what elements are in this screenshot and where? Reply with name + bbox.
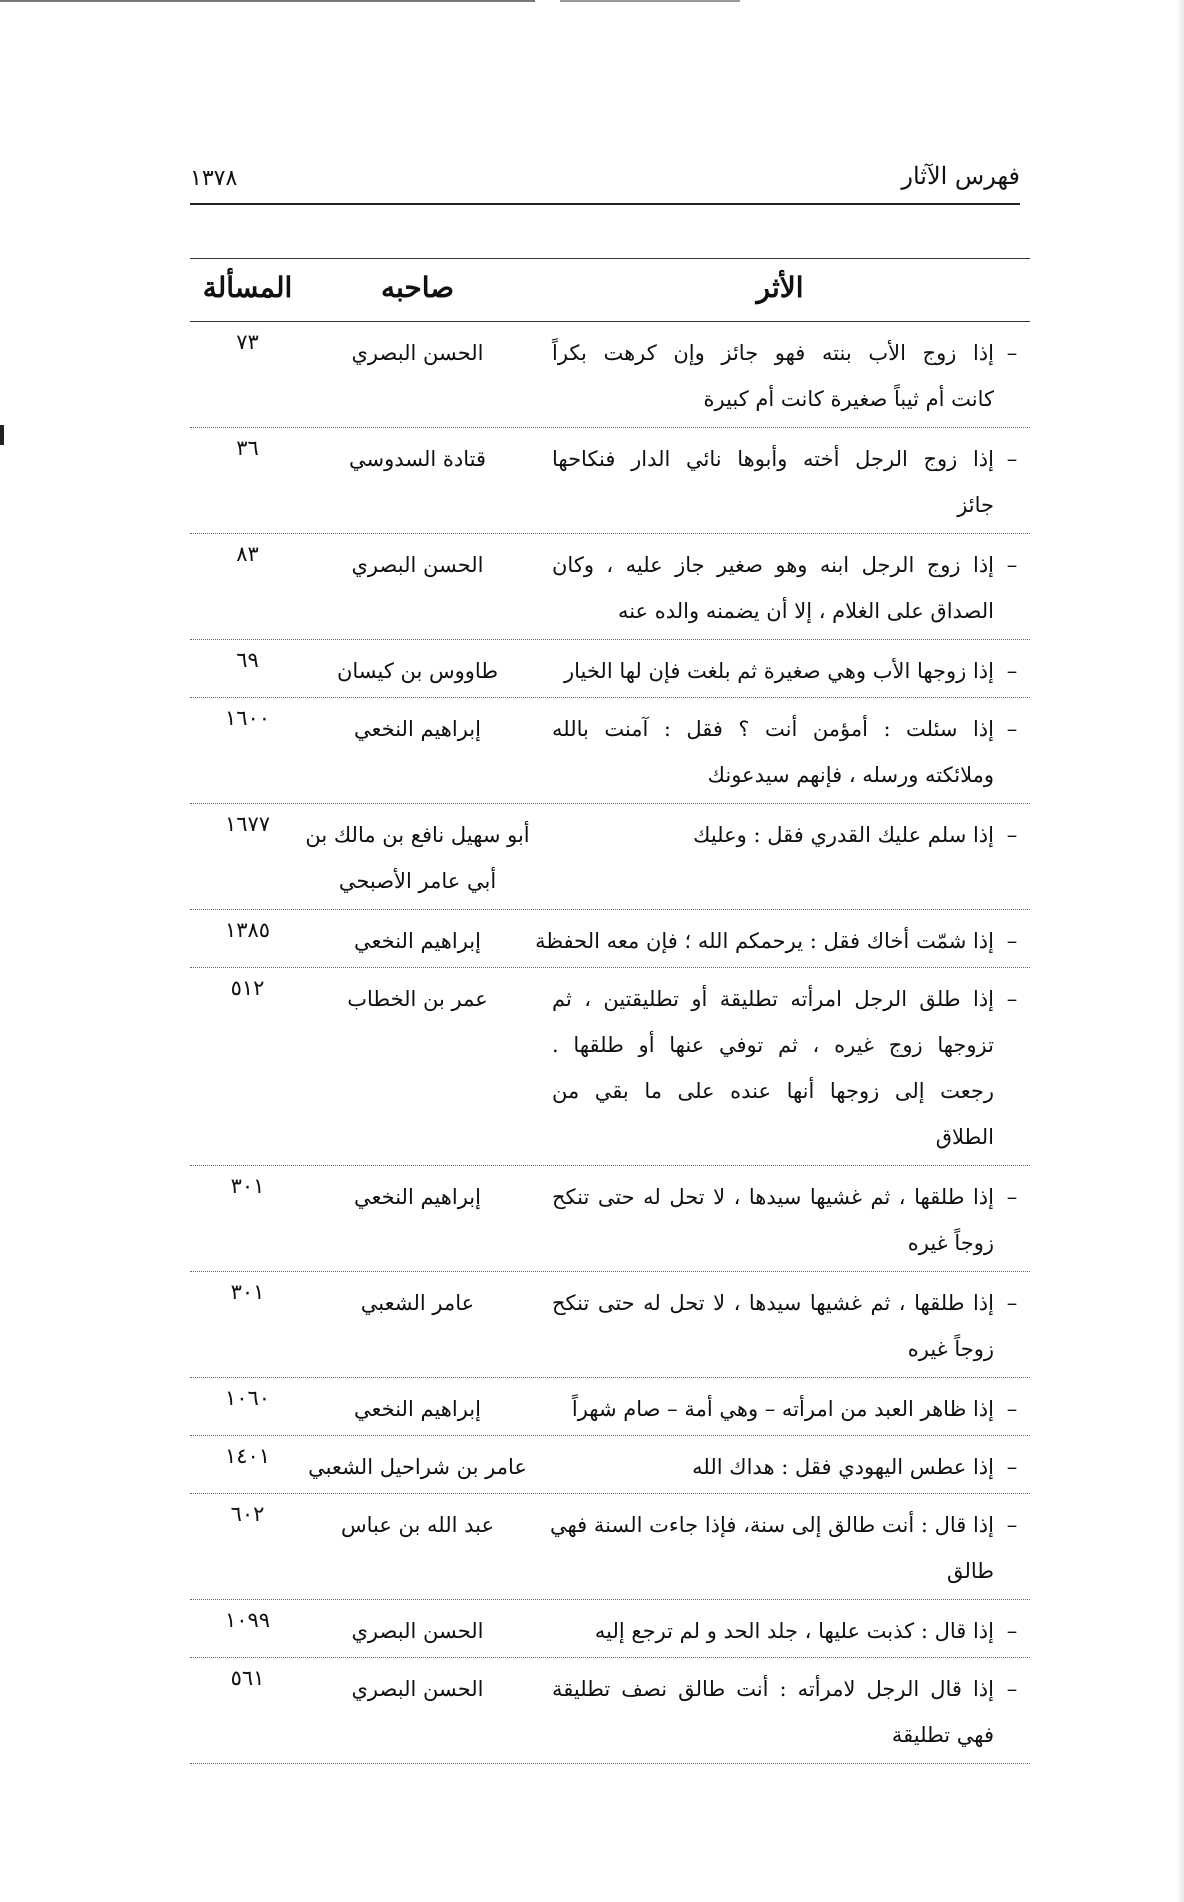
athar-text: إذا ظاهر العبد من امرأته – وهي أمة – صام شهراً: [571, 1397, 994, 1421]
athar-text: جائز: [957, 493, 994, 517]
list-dash: –: [1006, 1291, 1018, 1315]
list-dash: –: [1006, 447, 1018, 471]
table-row: [190, 1378, 1030, 1436]
athar-text: الصداق على الغلام ، إلا أن يضمنه والده عنه: [617, 599, 994, 623]
athar-text-line: [530, 330, 1030, 376]
list-dash: [994, 1220, 1030, 1266]
owner-cell: أبو سهيل نافع بن مالك بن أبي عامر الأصبحي: [305, 823, 530, 893]
athar-text: إذا طلق الرجل امرأته تطليقة أو تطليقتين ، ثم: [552, 987, 994, 1011]
owner-cell: الحسن البصري: [351, 553, 484, 577]
athar-text: إذا شمّت أخاك فقل : يرحمكم الله ؛ فإن معه الحفظة: [535, 929, 994, 953]
table-row: [190, 910, 1030, 968]
list-dash: [994, 752, 1030, 798]
athar-text-line: [530, 1608, 1030, 1654]
list-dash: –: [1006, 823, 1018, 847]
header-divider: [190, 203, 1020, 205]
issue-number-cell: ٥٦١: [230, 1666, 265, 1690]
list-dash: [994, 1114, 1030, 1160]
athar-text: إذا عطس اليهودي فقل : هداك الله: [692, 1455, 994, 1479]
athar-text-cell: [530, 1436, 1030, 1490]
athar-text: إذا قال : أنت طالق إلى سنة، فإذا جاءت السنة فهي: [549, 1513, 994, 1537]
athar-text-line: [530, 588, 1030, 634]
table-row: [190, 968, 1030, 1166]
athar-text-line: [530, 752, 1030, 798]
athar-text-line: [530, 1386, 1030, 1432]
issue-number-cell: ١٦٧٧: [224, 812, 271, 836]
athar-text-line: [530, 1712, 1030, 1758]
athar-text: إذا زوج الأب بنته فهو جائز وإن كرهت بكراً: [552, 341, 994, 365]
column-header-owner: صاحبه: [380, 271, 455, 304]
athar-text-line: [530, 482, 1030, 528]
athar-text-line: [530, 1444, 1030, 1490]
table-header: [190, 258, 1030, 322]
athar-text: إذا زوجها الأب وهي صغيرة ثم بلغت فإن لها الخيار: [564, 659, 994, 683]
list-dash: –: [1006, 929, 1018, 953]
athar-text-cell: [530, 1600, 1030, 1654]
owner-cell: عبد الله بن عباس: [340, 1513, 495, 1537]
athar-text-cell: [530, 1272, 1030, 1372]
list-dash: [994, 1548, 1030, 1594]
list-dash: [994, 1022, 1030, 1068]
athar-text-cell: [530, 698, 1030, 798]
list-dash: –: [1006, 1677, 1018, 1701]
list-dash: [994, 482, 1030, 528]
table-row: [190, 1600, 1030, 1658]
table-row: [190, 698, 1030, 804]
athar-text-cell: [530, 910, 1030, 964]
table-row: [190, 1166, 1030, 1272]
table-row: [190, 1272, 1030, 1378]
athar-text: وملائكته ورسله ، فإنهم سيدعونك: [707, 763, 994, 787]
athar-text-line: [530, 1666, 1030, 1712]
athar-text-line: [530, 918, 1030, 964]
athar-text-cell: [530, 322, 1030, 422]
list-dash: [994, 588, 1030, 634]
athar-text-cell: [530, 804, 1030, 858]
owner-cell: إبراهيم النخعي: [354, 1397, 481, 1421]
issue-number-cell: ١٠٩٩: [224, 1608, 271, 1632]
owner-cell: إبراهيم النخعي: [354, 929, 481, 953]
athar-text: إذا قال : كذبت عليها ، جلد الحد و لم ترجع إليه: [594, 1619, 994, 1643]
page-header: [190, 160, 1020, 200]
list-dash: –: [1006, 553, 1018, 577]
list-dash: –: [1006, 1513, 1018, 1537]
list-dash: –: [1006, 1397, 1018, 1421]
issue-number-cell: ١٦٠٠: [224, 706, 271, 730]
athar-text-line: [530, 1068, 1030, 1114]
page-number: ١٣٧٨: [190, 166, 238, 191]
table-body: [190, 322, 1030, 1764]
athar-text-line: [530, 1280, 1030, 1326]
athar-text-cell: [530, 1658, 1030, 1758]
athar-text: إذا قال الرجل لامرأته : أنت طالق نصف تطليقة: [552, 1677, 994, 1701]
table-row: [190, 640, 1030, 698]
athar-text: رجعت إلى زوجها أنها عنده على ما بقي من: [552, 1079, 994, 1103]
issue-number-cell: ١٣٨٥: [224, 918, 271, 942]
list-dash: –: [1006, 987, 1018, 1011]
owner-cell: عامر بن شراحيل الشعبي: [308, 1455, 527, 1479]
issue-number-cell: ١٤٠١: [224, 1444, 271, 1468]
issue-number-cell: ٧٣: [236, 330, 259, 354]
athar-text-line: [530, 1502, 1030, 1548]
athar-text: إذا سلم عليك القدري فقل : وعليك: [693, 823, 994, 847]
athar-text-cell: [530, 1494, 1030, 1594]
athar-text-line: [530, 1220, 1030, 1266]
list-dash: [994, 1326, 1030, 1372]
issue-number-cell: ٣٠١: [230, 1280, 265, 1304]
athar-text-line: [530, 436, 1030, 482]
issue-number-cell: ٦٠٢: [230, 1502, 265, 1526]
scan-artifact-line: [560, 0, 740, 2]
owner-cell: عمر بن الخطاب: [347, 987, 488, 1011]
table-row: [190, 534, 1030, 640]
athar-text-line: [530, 812, 1030, 858]
table-row: [190, 322, 1030, 428]
athar-text-line: [530, 376, 1030, 422]
owner-cell: الحسن البصري: [351, 1677, 484, 1701]
issue-number-cell: ٣٦: [236, 436, 259, 460]
athar-text-cell: [530, 1378, 1030, 1432]
athar-text: إذا زوج الرجل أخته وأبوها نائي الدار فنكاحها: [552, 447, 994, 471]
table-row: [190, 428, 1030, 534]
athar-text-line: [530, 1326, 1030, 1372]
athar-text: طالق: [946, 1559, 994, 1583]
issue-number-cell: ٦٩: [236, 648, 259, 672]
athar-text-cell: [530, 534, 1030, 634]
athar-text: زوجاً غيره: [907, 1337, 994, 1361]
athar-index-table: [190, 258, 1030, 1764]
athar-text-line: [530, 1022, 1030, 1068]
column-header-athar: الأثر: [756, 271, 804, 304]
athar-text-line: [530, 1174, 1030, 1220]
athar-text: الطلاق: [935, 1125, 994, 1149]
issue-number-cell: ٥١٢: [230, 976, 265, 1000]
athar-text-line: [530, 976, 1030, 1022]
athar-text: فهي تطليقة: [891, 1723, 994, 1747]
athar-text: إذا زوج الرجل ابنه وهو صغير جاز عليه ، وكان: [552, 553, 994, 577]
athar-text-cell: [530, 428, 1030, 528]
scan-artifact-line: [0, 0, 535, 2]
column-header-issue: المسألة: [202, 271, 293, 304]
athar-text-cell: [530, 1166, 1030, 1266]
athar-text-line: [530, 648, 1030, 694]
athar-text: كانت أم ثيباً صغيرة كانت أم كبيرة: [703, 387, 994, 411]
list-dash: –: [1006, 659, 1018, 683]
owner-cell: قتادة السدوسي: [348, 447, 487, 471]
athar-text-line: [530, 542, 1030, 588]
athar-text-cell: [530, 968, 1030, 1160]
athar-text-cell: [530, 640, 1030, 694]
athar-text-line: [530, 1548, 1030, 1594]
list-dash: –: [1006, 1185, 1018, 1209]
owner-cell: طاووس بن كيسان: [336, 659, 499, 683]
list-dash: –: [1006, 1619, 1018, 1643]
page-edge-shadow: [1176, 0, 1184, 1902]
owner-cell: إبراهيم النخعي: [354, 717, 481, 741]
owner-cell: الحسن البصري: [351, 1619, 484, 1643]
owner-cell: الحسن البصري: [351, 341, 484, 365]
table-row: [190, 1494, 1030, 1600]
athar-text: زوجاً غيره: [907, 1231, 994, 1255]
table-row: [190, 1436, 1030, 1494]
list-dash: –: [1006, 717, 1018, 741]
table-row: [190, 1658, 1030, 1764]
list-dash: –: [1006, 1455, 1018, 1479]
athar-text: إذا سئلت : أمؤمن أنت ؟ فقل : آمنت بالله: [552, 717, 994, 741]
list-dash: [994, 1712, 1030, 1758]
list-dash: [994, 376, 1030, 422]
running-title: فهرس الآثار: [901, 162, 1020, 190]
issue-number-cell: ٣٠١: [230, 1174, 265, 1198]
athar-text: إذا طلقها ، ثم غشيها سيدها ، لا تحل له حتى تنكح: [552, 1291, 994, 1315]
athar-text: تزوجها زوج غيره ، ثم توفي عنها أو طلقها .: [552, 1033, 994, 1057]
issue-number-cell: ٨٣: [236, 542, 259, 566]
athar-text-line: [530, 706, 1030, 752]
owner-cell: عامر الشعبي: [360, 1291, 475, 1315]
athar-text: إذا طلقها ، ثم غشيها سيدها ، لا تحل له حتى تنكح: [552, 1185, 994, 1209]
list-dash: [994, 1068, 1030, 1114]
athar-text-line: [530, 1114, 1030, 1160]
scan-edge-mark: [0, 425, 4, 445]
table-row: [190, 804, 1030, 910]
owner-cell: إبراهيم النخعي: [354, 1185, 481, 1209]
issue-number-cell: ١٠٦٠: [224, 1386, 271, 1410]
list-dash: –: [1006, 341, 1018, 365]
